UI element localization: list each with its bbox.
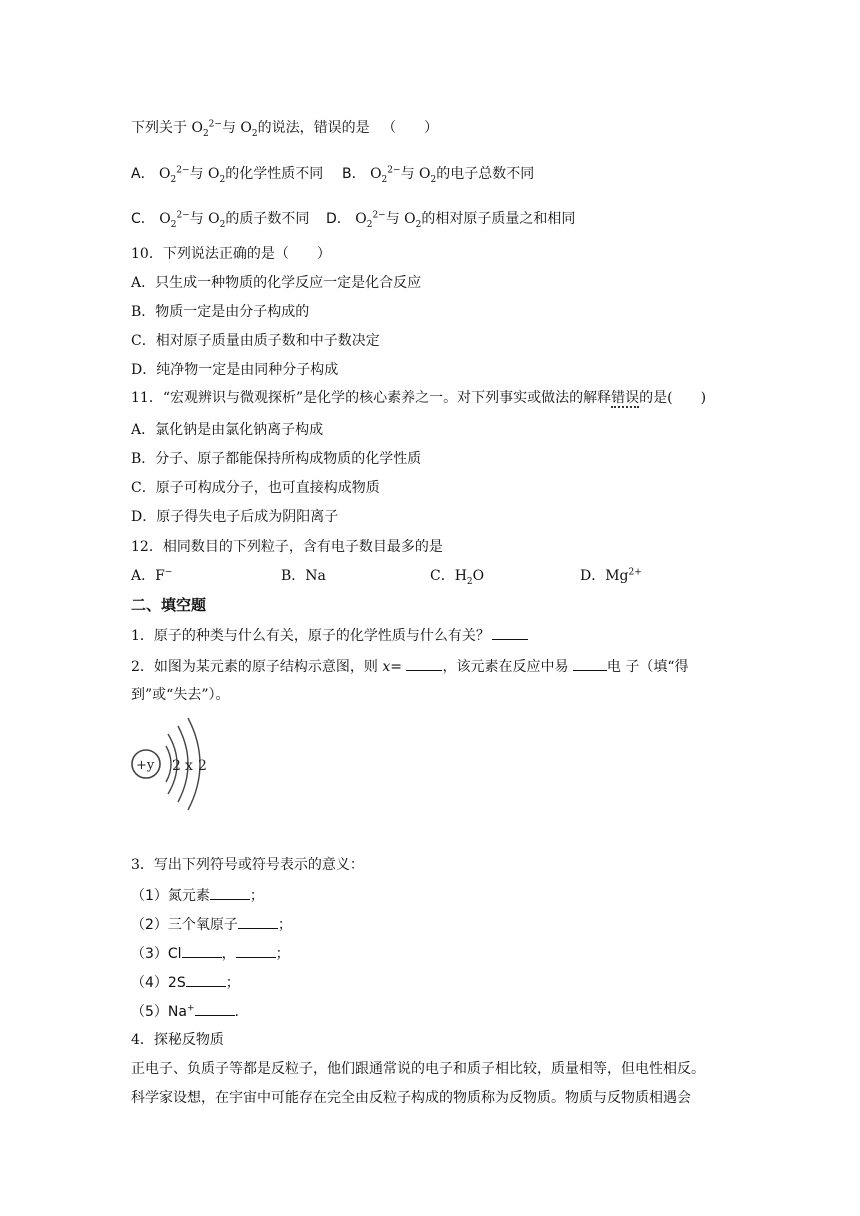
q10-stem: 10．下列说法正确的是（ ） [131,246,331,262]
fill-q2 [131,656,689,677]
superscript: 2− [208,119,222,130]
section-heading: 二、填空题 [131,596,207,614]
question-text: 电 子（填“得 [606,659,689,675]
fill-q4-paragraph-line1: 正电子、负质子等都是反粒子，他们跟通常说的电子和质子相比较，质量相等，但电性相反。 [131,1061,705,1077]
subscript: 2 [170,174,177,185]
fill-q3-item3 [131,943,290,964]
answer-blank[interactable] [182,943,222,958]
nucleus-label: +y [136,758,155,773]
q9-option-c [131,209,309,229]
subscript: 2 [430,174,437,185]
option-label: A． [131,166,155,182]
item-text: （5）Na [131,1004,187,1020]
q11-option-d: D．原子得失电子后成为阴阳离子 [131,509,339,525]
shell-count-1: 2 [172,758,181,774]
option-label: C． [131,211,155,227]
item-text: （3）Cl [131,946,182,962]
q9-option-a [131,164,323,184]
superscript: + [186,1003,195,1014]
superscript: 2+ [628,567,642,578]
subscript: 2 [415,219,422,230]
punctuation: ， [221,946,236,962]
superscript: 2− [176,210,190,221]
question-text: = [390,659,407,675]
subscript: 2 [219,174,226,185]
q12-option-b: B．Na [281,568,326,584]
question-text: 2．如图为某元素的原子结构示意图，则 [131,659,383,675]
q9-stem-text: 的说法，错误的是 [257,120,370,136]
option-text: 的质子数不同 [225,211,310,227]
fill-q2-line2: 到”或“失去”）。 [131,687,230,703]
fill-q1 [131,625,528,646]
q11-stem-text: 11．“宏观辨识与微观探析”是化学的核心素养之一。对下列事实或做法的解释 [131,390,612,406]
formula-text: 与 O [400,166,431,182]
formula-text: O [159,211,171,227]
superscript: 2− [372,210,386,221]
q11-option-b: B．分子、原子都能保持所构成物质的化学性质 [131,451,422,467]
variable-x: x [382,659,391,675]
q10-option-a: A．只生成一种物质的化学反应一定是化合反应 [131,275,422,291]
item-text: （4）2S [131,975,186,991]
q10-option-c: C．相对原子质量由质子数和中子数决定 [131,333,380,349]
shell-count-3: 2 [198,758,207,774]
q11-option-a: A．氯化钠是由氯化钠离子构成 [131,422,324,438]
q10-option-b: B．物质一定是由分子构成的 [131,304,310,320]
electron-shell-arc [166,746,171,782]
item-text: （2）三个氧原子 [131,917,238,933]
fill-q3-item1 [131,885,264,906]
fill-q3-item5 [131,1001,239,1022]
answer-blank[interactable] [210,885,250,900]
q11-option-c: C．原子可构成分子，也可直接构成物质 [131,480,380,496]
subscript: 2 [466,576,473,587]
formula-text: O [355,211,367,227]
atom-structure-diagram [128,712,218,812]
superscript: − [164,567,173,578]
q11-stem-text: 的是( ) [639,390,707,406]
option-label: B． [342,166,366,182]
formula-text: 与 O [189,211,220,227]
q9-stem-text: 与 O [221,120,252,136]
punctuation: ； [225,975,240,991]
formula-text: 与 O [385,211,416,227]
answer-blank[interactable] [195,1001,235,1016]
option-text: 的电子总数不同 [436,166,535,182]
q9-option-b [342,164,534,184]
answer-blank[interactable] [238,914,278,929]
answer-blank-x[interactable] [406,656,442,671]
answer-blank[interactable] [492,625,528,640]
emphasis-text: 错误 [611,390,640,406]
item-text: （1）氮元素 [131,888,210,904]
fill-q4-title: 4．探秘反物质 [131,1032,224,1048]
fill-q3-item4 [131,972,240,993]
q12-option-d [580,566,642,586]
answer-paren: （ ） [382,120,439,136]
answer-blank[interactable] [236,943,276,958]
superscript: 2− [176,165,190,176]
option-text: D．Mg [580,568,629,584]
formula-text: 与 O [189,166,220,182]
punctuation: ； [277,917,292,933]
option-label: D． [326,211,351,227]
subscript: 2 [219,219,226,230]
subscript: 2 [366,219,373,230]
q10-option-d: D．纯净物一定是由同种分子构成 [131,362,339,378]
q11-stem [131,388,706,408]
formula-text: O [159,166,171,182]
subscript: 2 [381,174,388,185]
superscript: 2− [387,165,401,176]
formula-text: O [370,166,382,182]
option-text: C．H [430,568,467,584]
q12-stem: 12．相同数目的下列粒子，含有电子数目最多的是 [131,539,443,555]
option-text: 的化学性质不同 [225,166,324,182]
fill-q3-item2 [131,914,292,935]
subscript: 2 [202,128,209,139]
option-text: 的相对原子质量之和相同 [421,211,576,227]
punctuation: . [234,1004,239,1020]
answer-blank-gain-lose[interactable] [573,656,607,671]
q9-option-d [326,209,575,229]
shell-count-x: x [185,758,193,774]
q9-stem [131,118,438,138]
q9-stem-text: 下列关于 O [131,120,203,136]
fill-q3-stem: 3．写出下列符号或符号表示的意义： [131,857,364,873]
punctuation: ； [249,888,264,904]
q12-option-a [131,566,172,586]
option-text: O [472,568,485,584]
question-text: ，该元素在反应中易 [442,659,573,675]
punctuation: ； [275,946,290,962]
subscript: 2 [251,128,258,139]
answer-blank[interactable] [186,972,226,987]
subscript: 2 [170,219,177,230]
question-text: 1．原子的种类与什么有关，原子的化学性质与什么有关？ [131,628,490,644]
fill-q4-paragraph-line2: 科学家设想，在宇宙中可能存在完全由反粒子构成的物质称为反物质。物质与反物质相遇会 [131,1090,691,1106]
q12-option-c [430,566,484,586]
option-text: A．F [131,568,165,584]
